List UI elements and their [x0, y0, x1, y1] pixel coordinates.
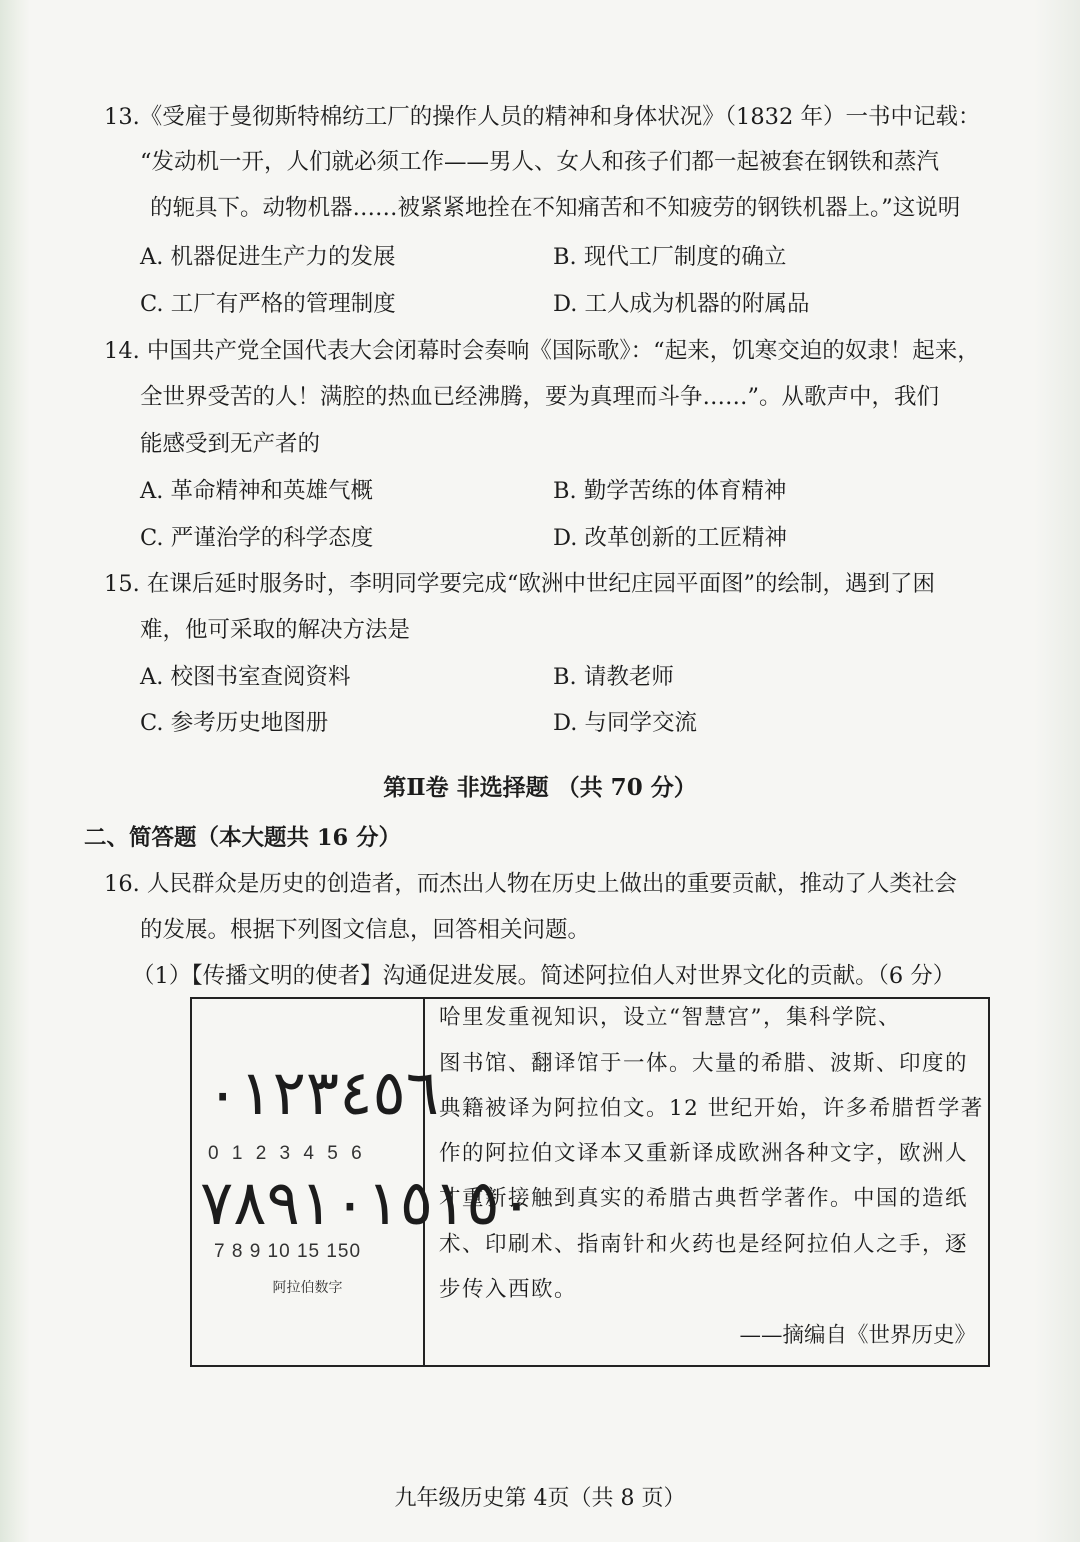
western-numerals-row-1: 0 1 2 3 4 5 6 — [208, 1143, 366, 1164]
q13-stem-line-2: “发动机一开，人们就必须工作——男人、女人和孩子们都一起被套在钢铁和蒸汽 — [140, 149, 940, 175]
q13-stem-line-1: 13.《受雇于曼彻斯特棉纺工厂的操作人员的精神和身体状况》（1832 年）一书中记载： — [104, 104, 981, 130]
q16-stem-line-2: 的发展。根据下列图文信息，回答相关问题。 — [140, 917, 591, 943]
arabic-numerals-row-1: ٠١٢٣٤٥٦ — [206, 1056, 440, 1129]
arabic-numerals-row-2: ٧٨٩١٠١٥١٥٠ — [200, 1166, 534, 1239]
source-material-box — [190, 997, 990, 1367]
q14-stem-line-2: 全世界受苦的人！满腔的热血已经沸腾，要为真理而斗争……”。从歌声中，我们 — [140, 384, 940, 410]
q15-option-c: C. 参考历史地图册 — [140, 710, 329, 736]
source-text-line-3: 典籍被译为阿拉伯文。12 世纪开始，许多希腊哲学著 — [439, 1096, 984, 1121]
source-text-line-1: 哈里发重视知识，设立“智慧宫”，集科学院、 — [439, 1005, 901, 1030]
scan-edge-left — [0, 0, 30, 1542]
arabic-numerals-caption: 阿拉伯数字 — [272, 1280, 343, 1296]
section-2-title: 第Ⅱ卷 非选择题 （共 70 分） — [383, 774, 697, 801]
q15-option-a: A. 校图书室查阅资料 — [140, 664, 351, 690]
q15-option-b: B. 请教老师 — [553, 664, 674, 690]
q13-option-b: B. 现代工厂制度的确立 — [553, 244, 787, 270]
q15-option-d: D. 与同学交流 — [553, 710, 698, 736]
section-2-heading: 二、简答题（本大题共 16 分） — [84, 825, 401, 851]
q15-stem-line-1: 15. 在课后延时服务时，李明同学要完成“欧洲中世纪庄园平面图”的绘制，遇到了困 — [104, 571, 935, 597]
source-citation: ——摘编自《世界历史》 — [739, 1323, 976, 1348]
q14-option-c: C. 严谨治学的科学态度 — [140, 525, 374, 551]
q14-option-d: D. 改革创新的工匠精神 — [553, 525, 788, 551]
source-text-line-7: 步传入西欧。 — [439, 1277, 578, 1302]
q13-option-c: C. 工厂有严格的管理制度 — [140, 291, 396, 317]
q15-stem-line-2: 难，他可采取的解决方法是 — [140, 617, 411, 643]
page-footer: 九年级历史第 4页（共 8 页） — [394, 1486, 686, 1511]
source-text-line-2: 图书馆、翻译馆于一体。大量的希腊、波斯、印度的 — [439, 1051, 969, 1076]
q14-option-b: B. 勤学苦练的体育精神 — [553, 478, 787, 504]
source-text-panel — [425, 999, 988, 1365]
q16-subquestion-1: （1）【传播文明的使者】沟通促进发展。简述阿拉伯人对世界文化的贡献。（6 分） — [132, 963, 956, 989]
source-text-line-5: 才重新接触到真实的希腊古典哲学著作。中国的造纸 — [439, 1186, 969, 1211]
source-text-line-6: 术、印刷术、指南针和火药也是经阿拉伯人之手，逐 — [439, 1232, 969, 1257]
q13-option-a: A. 机器促进生产力的发展 — [140, 244, 396, 270]
q16-stem-line-1: 16. 人民群众是历史的创造者，而杰出人物在历史上做出的重要贡献，推动了人类社会 — [104, 871, 957, 897]
western-numerals-row-2: 7 8 9 10 15 150 — [214, 1241, 362, 1262]
q14-stem-line-3: 能感受到无产者的 — [140, 431, 321, 457]
q14-option-a: A. 革命精神和英雄气概 — [140, 478, 374, 504]
q14-stem-line-1: 14. 中国共产党全国代表大会闭幕时会奏响《国际歌》：“起来，饥寒交迫的奴隶！起来， — [104, 338, 980, 364]
source-text-line-4: 作的阿拉伯文译本又重新译成欧洲各种文字，欧洲人 — [439, 1141, 969, 1166]
scan-edge-right — [1034, 0, 1080, 1542]
q13-stem-line-3: 的轭具下。动物机器……被紧紧地拴在不知痛苦和不知疲劳的钢铁机器上。”这说明 — [150, 195, 961, 221]
q13-option-d: D. 工人成为机器的附属品 — [553, 291, 810, 317]
